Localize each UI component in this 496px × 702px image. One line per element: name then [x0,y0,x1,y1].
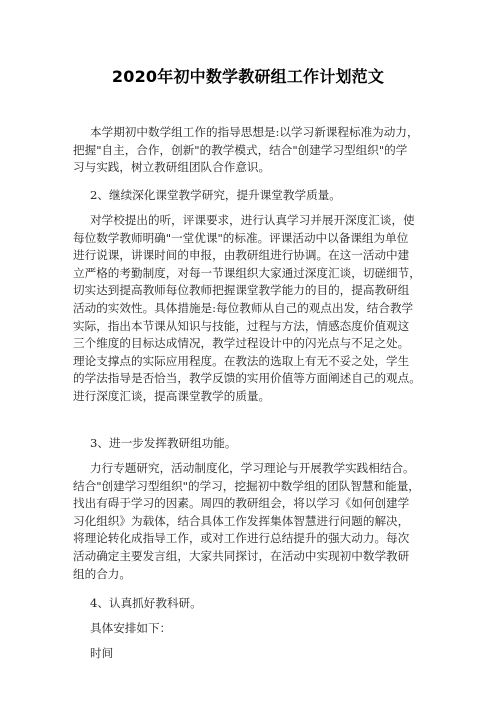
paragraph-line: 把握"自主，合作，创新"的教学模式，结合"创建学习型组织"的学 [73,142,408,157]
paragraph-line: 活动确定主要发言组，大家共同探讨，在活动中实现初中数学教研 [73,548,410,563]
paragraph-line: 进行深度汇谈，提高课堂教学的质量。 [73,388,271,403]
paragraph-line: 理论支撑点的实际应用程度。在教法的选取上有无不妥之处，学生 [73,353,410,368]
paragraph-classroom-research [73,212,445,406]
arrangement-label: 具体安排如下： [90,621,172,635]
paragraph-line: 找出有碍于学习的因素。周四的教研组会，将以学习《如何创建学 [73,496,410,511]
paragraph-line: 切实达到提高教师每位教师把握课堂教学能力的目的，提高教研组 [73,283,410,298]
section-heading-2: 2、继续深化课堂教学研究，提升课堂教学质量。 [90,188,341,202]
paragraph-line: 实际，指出本节课从知识与技能，过程与方法，情感态度价值观这 [73,318,410,333]
paragraph-line: 结合"创建学习型组织"的学习，挖掘初中数学组的团队智慧和能量， [73,478,420,493]
paragraph-line: 立严格的考勤制度，对每一节课组织大家通过深度汇谈，切磋细节， [73,265,421,280]
paragraph-line: 进行说课，讲课时间的申报，由教研组进行协调。在这一活动中建 [73,248,410,263]
paragraph-line: 本学期初中数学组工作的指导思想是:以学习新课程标准为动力， [90,125,419,139]
paragraph-line: 的学法指导是否恰当，教学反馈的实用价值等方面阐述自己的观点。 [73,371,421,386]
paragraph-line: 每位数学教师明确"一堂优课"的标准。评课活动中以备课组为单位 [73,230,409,245]
paragraph-line: 力行专题研究，活动制度化，学习理论与开展教学实践相结合。 [90,461,415,475]
time-label: 时间 [90,646,114,660]
paragraph-line: 组的合力。 [73,566,131,581]
paragraph-line: 活动的实效性。具体措施是:每位教师从自己的观点出发，结合教学 [73,300,414,315]
page-title: 2020年初中数学教研组工作计划范文 [111,67,385,86]
paragraph-team-function [73,460,445,583]
paragraph-line: 习与实践，树立教研组团队合作意识。 [73,160,271,175]
paragraph-line: 对学校提出的听，评课要求，进行认真学习并展开深度汇谈，使 [90,213,415,227]
paragraph-line: 习化组织》为载体，结合具体工作发挥集体智慧进行问题的解决， [73,513,410,528]
section-heading-4: 4、认真抓好教科研。 [90,596,202,610]
paragraph-line: 三个维度的目标达成情况，教学过程设计中的闪光点与不足之处。 [73,336,410,351]
section-heading-3: 3、进一步发挥教研组功能。 [90,436,237,450]
paragraph-guiding-thought [73,124,445,177]
paragraph-line: 将理论转化成指导工作，或对工作进行总结提升的强大动力。每次 [73,531,410,546]
